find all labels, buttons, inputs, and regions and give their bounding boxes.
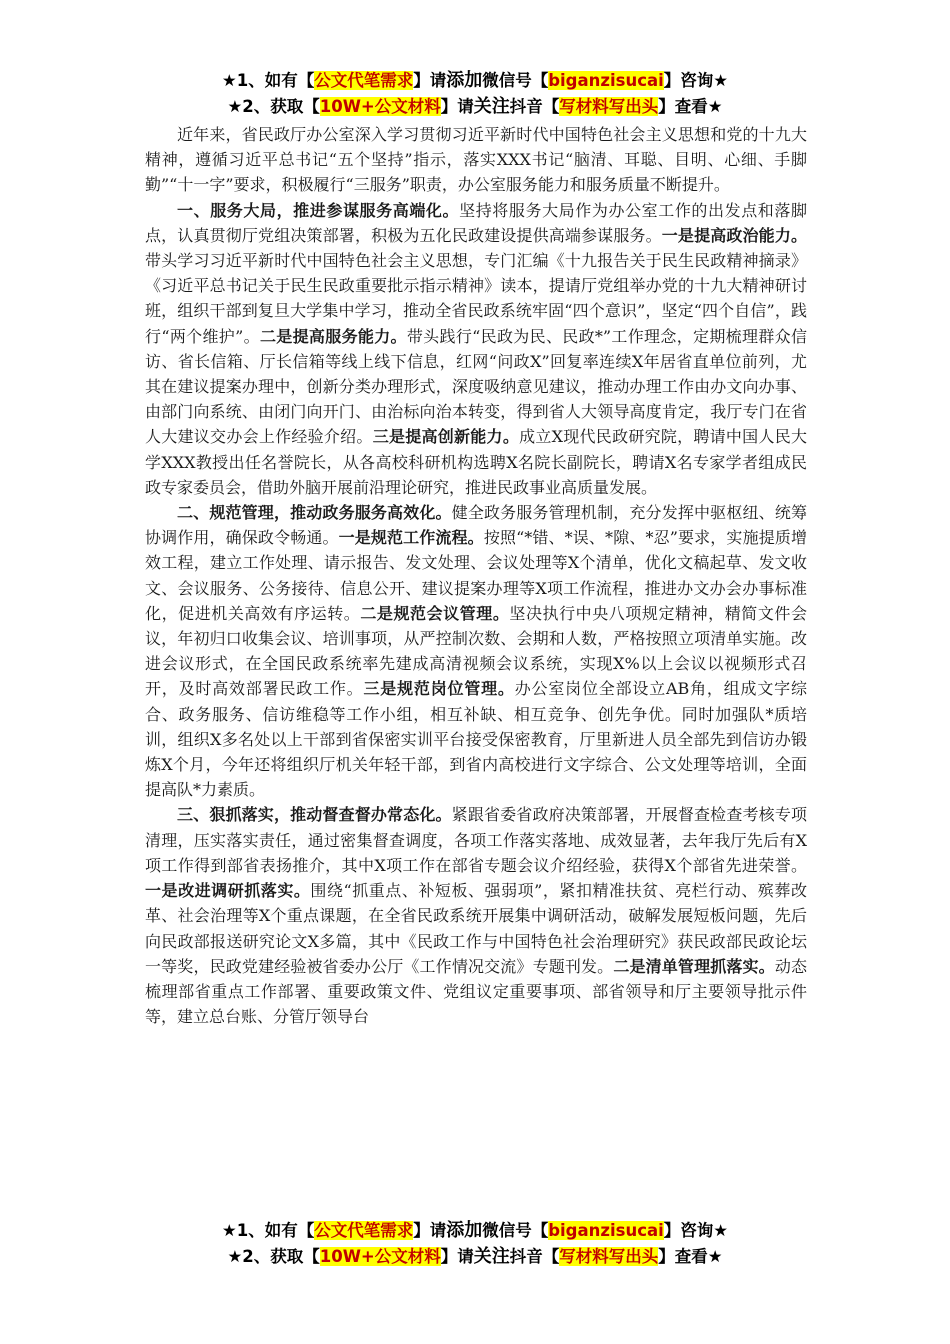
promo-text: 】查看★ <box>658 1247 723 1266</box>
promo-header <box>0 68 950 120</box>
promo-keyword: 关注 <box>473 1246 510 1267</box>
promo-text: ★2、获取【 <box>227 97 320 116</box>
promo-highlight: biganzisucai <box>548 71 664 90</box>
sub-heading: 二是清单管理抓落实。 <box>613 956 775 976</box>
promo-text: 抖音【 <box>509 97 560 116</box>
promo-text: 】咨询★ <box>663 71 729 90</box>
promo-highlight: biganzisucai <box>548 1221 664 1240</box>
promo-text: 】请 <box>440 97 474 116</box>
section-heading: 二、规范管理，推动政务服务高效化。 <box>177 503 452 523</box>
promo-text: 】查看★ <box>658 97 723 116</box>
promo-highlight: 公文代笔需求 <box>314 71 414 90</box>
promo-text: 微信号【 <box>482 1221 549 1240</box>
section-3-paragraph: 三、狠抓落实，推动督查督办常态化。紧跟省委省政府决策部署，开展督查检查考核专项清理，压实落实责任，通过密集督查调度，各项工作落实落地、成效显著，去年我厅先后有X项工作得到部省表扬推介，其中X项工作在部省专题会议介绍经验，获得X个部省先进荣誉。一是改进调研抓落实。围绕“抓重点、补短板、强弱项”，紧扣精准扶贫、亮栏行动、殡葬改革、社会治理等X个重点课题，在全省民政系统开展集中调研活动，破解发展短板问题，先后向民政部报送研究论文X多篇，其中《民政工作与中国特色社会治理研究》获民政部民政论坛一等奖，民政党建经验被省委办公厅《工作情况交流》专题刊发。二是清单管理抓落实。动态梳理部省重点工作部署、重要政策文件、党组议定重要事项、部省领导和厅主要领导批示件等，建立总台账、分管厅领导台 <box>145 805 807 1027</box>
sub-heading: 一是提高政治能力。 <box>661 225 807 245</box>
promo-line-2 <box>0 1244 950 1270</box>
section-heading: 一、服务大局，推进参谋服务高端化。 <box>177 200 460 220</box>
section-1-paragraph: 一、服务大局，推进参谋服务高端化。坚持将服务大局作为办公室工作的出发点和落脚点，认真贯彻厅党组决策部署，积极为五化民政建设提供高端参谋服务。一是提高政治能力。带头学习习近平新时代中国特色社会主义思想，专门汇编《十九报告关于民生民政精神摘录》《习近平总书记关于民生民政重要批示指示精神》读本，提请厅党组举办党的十九大精神研讨班，组织干部到复旦大学集中学习，推动全省民政系统牢固“四个意识”，坚定“四个自信”，践行“两个维护”。二是提高服务能力。带头践行“民政为民、民政*”工作理念，定期梳理群众信访、省长信箱、厅长信箱等线上线下信息，红网“问政X”回复率连续X年居省直单位前列，尤其在建议提案办理中，创新分类办理形式，深度吸纳意见建议，推动办理工作由办文向办事、由部门向系统、由闭门向开门、由治标向治本转变，得到省人大领导高度肯定，我厅专门在省人大建议交办会上作经验介绍。三是提高创新能力。成立X现代民政研究院，聘请中国人民大学XXX教授出任名誉院长，从各高校科研机构选聘X名院长副院长，聘请X名专家学者组成民政专家委员会，借助外脑开展前沿理论研究，推进民政事业高质量发展。 <box>145 200 807 497</box>
promo-highlight: 写材料写出头 <box>559 1247 659 1266</box>
sub-heading: 二是提高服务能力。 <box>259 326 407 346</box>
promo-text: 】请 <box>440 1247 474 1266</box>
promo-text: ★1、如有【 <box>221 71 315 90</box>
promo-keyword: 添加 <box>446 1220 483 1241</box>
promo-highlight: 10W+公文材料 <box>319 1247 441 1266</box>
promo-highlight: 公文代笔需求 <box>314 1221 414 1240</box>
promo-highlight: 10W+公文材料 <box>319 97 441 116</box>
sub-heading: 二是规范会议管理。 <box>360 603 510 623</box>
promo-line-1 <box>0 1218 950 1244</box>
promo-line-1 <box>0 68 950 94</box>
promo-text: 】请 <box>413 71 447 90</box>
sub-heading: 一是改进调研抓落实。 <box>145 881 311 901</box>
promo-text: 抖音【 <box>509 1247 560 1266</box>
promo-text: 】咨询★ <box>663 1221 729 1240</box>
promo-text: 微信号【 <box>482 71 549 90</box>
promo-text: ★1、如有【 <box>221 1221 315 1240</box>
sub-heading: 一是规范工作流程。 <box>338 528 484 548</box>
sub-heading: 三是提高创新能力。 <box>372 427 520 447</box>
promo-line-2 <box>0 94 950 120</box>
promo-footer <box>0 1218 950 1270</box>
section-2-paragraph: 二、规范管理，推动政务服务高效化。健全政务服务管理机制，充分发挥中驱枢纽、统筹协调作用，确保政令畅通。一是规范工作流程。按照“*错、*误、*隙、*忍”要求，实施提质增效工程，建立工作处理、请示报告、发文处理、会议处理等X个清单，优化文稿起草、发文收文、会议服务、公务接待、信息公开、建议提案办理等X项工作流程，推进办文办会办事标准化，促进机关高效有序运转。二是规范会议管理。坚决执行中央八项规定精神，精简文件会议，年初归口收集会议、培训事项，从严控制次数、会期和人数，严格按照立项清单实施。改进会议形式，在全国民政系统率先建成高清视频会议系统，实现X%以上会议以视频形式召开，及时高效部署民政工作。三是规范岗位管理。办公室岗位全部设立AB角，组成文字综合、政务服务、信访维稳等工作小组，相互补缺、相互竞争、创先争优。同时加强队*质培训，组织X多名处以上干部到省保密实训平台接受保密教育，厅里新进人员全部先到信访办锻炼X个月，今年还将组织厅机关年轻干部，到省内高校进行文字综合、公文处理等培训，全面提高队*力素质。 <box>145 503 807 800</box>
promo-text: 】请 <box>413 1221 447 1240</box>
promo-keyword: 关注 <box>473 96 510 117</box>
article-body <box>145 122 807 1029</box>
promo-highlight: 写材料写出头 <box>559 97 659 116</box>
promo-text: ★2、获取【 <box>227 1247 320 1266</box>
intro-paragraph: 近年来，省民政厅办公室深入学习贯彻习近平新时代中国特色社会主义思想和党的十九大精神，遵循习近平总书记“五个坚持”指示，落实XXX书记“脑清、耳聪、目明、心细、手脚勤”“十一字”要求，积极履行“三服务”职责，办公室服务能力和服务质量不断提升。 <box>145 125 807 195</box>
sub-heading: 三是规范岗位管理。 <box>363 679 515 699</box>
section-heading: 三、狠抓落实，推动督查督办常态化。 <box>177 805 452 825</box>
promo-keyword: 添加 <box>446 70 483 91</box>
